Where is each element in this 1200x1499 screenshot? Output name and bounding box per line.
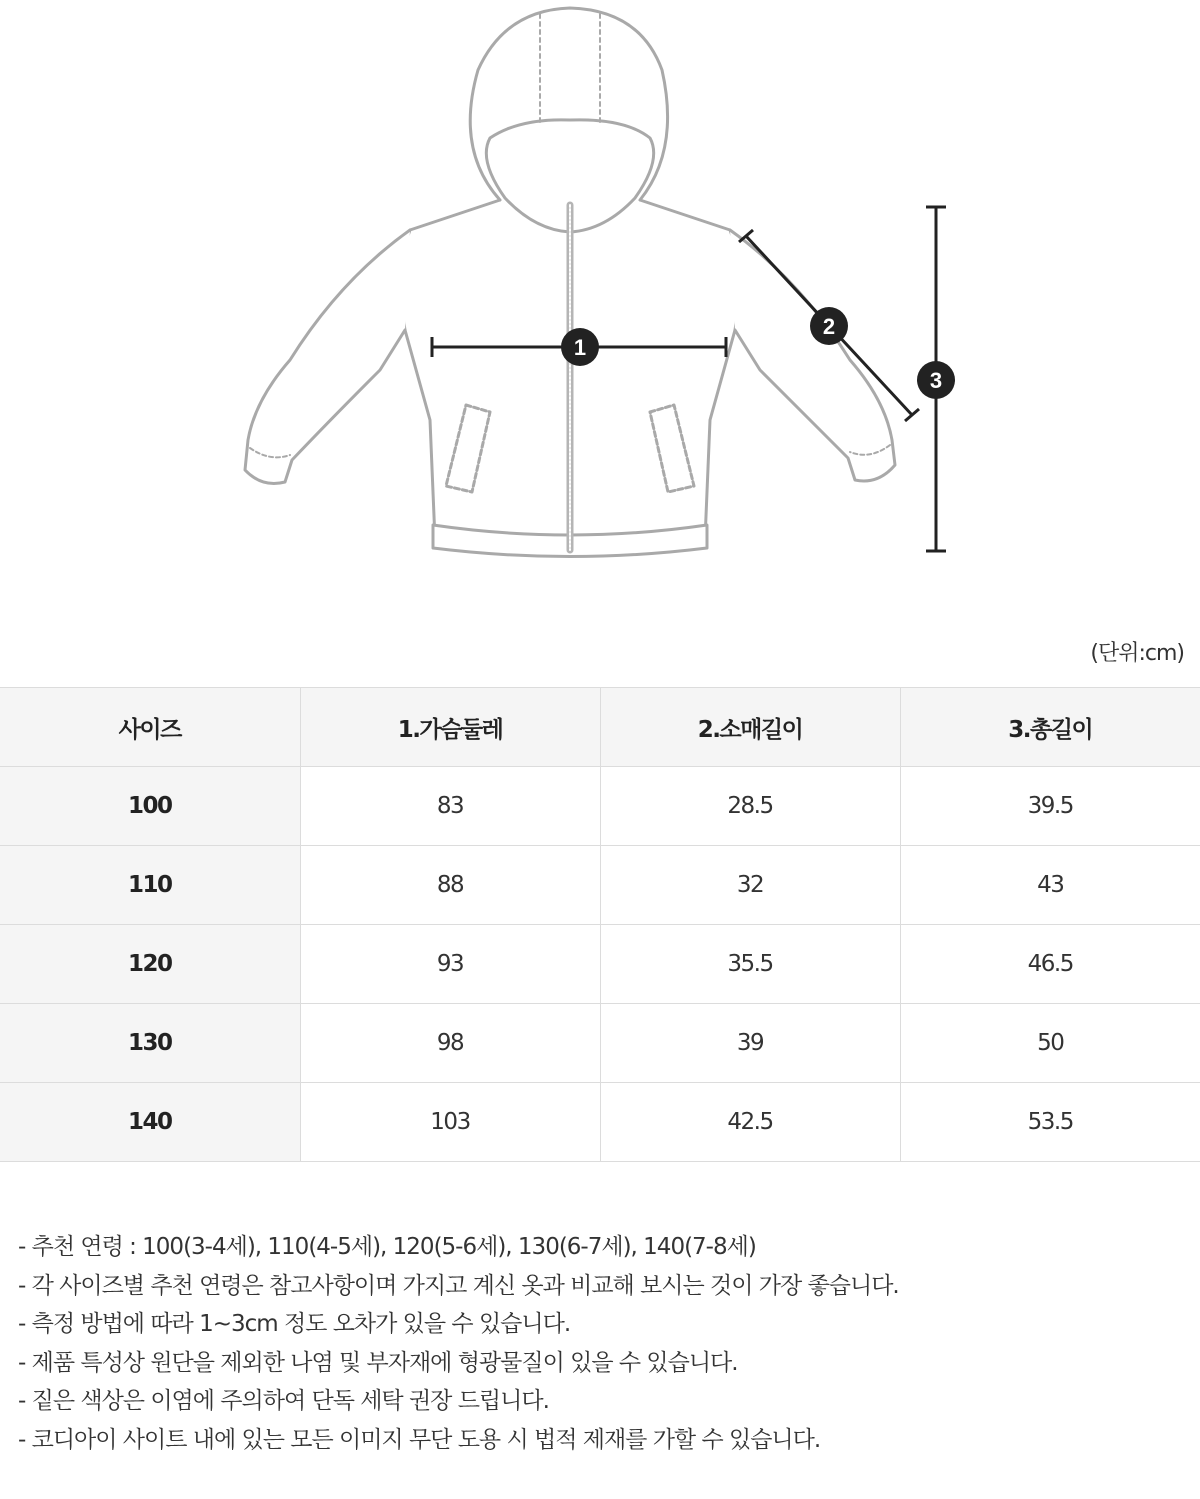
size-cell: 110: [0, 846, 300, 925]
sleeve-cell: 28.5: [600, 767, 900, 846]
header-size: 사이즈: [0, 688, 300, 767]
table-header-row: [0, 688, 1200, 767]
length-cell: 50: [900, 1004, 1200, 1083]
length-cell: 43: [900, 846, 1200, 925]
jacket-measurement-diagram: [0, 0, 1200, 600]
table-row: [0, 1004, 1200, 1083]
hooded-jacket-icon: [245, 8, 895, 557]
header-sleeve: 2.소매길이: [600, 688, 900, 767]
marker-1: [561, 328, 599, 366]
note-item: - 추천 연령 : 100(3-4세), 110(4-5세), 120(5-6세), 130(6-7세), 140(7-8세): [18, 1234, 756, 1260]
table-row: [0, 925, 1200, 1004]
length-cell: 53.5: [900, 1083, 1200, 1162]
marker-2: [810, 307, 848, 345]
marker-3-label: 3: [929, 368, 943, 393]
marker-3: [917, 361, 955, 399]
table-row: [0, 846, 1200, 925]
table-row: [0, 1083, 1200, 1162]
note-item: - 각 사이즈별 추천 연령은 참고사항이며 가지고 계신 옷과 비교해 보시는 것이 가장 좋습니다.: [18, 1272, 899, 1299]
marker-1-label: 1: [573, 335, 587, 360]
size-cell: 140: [0, 1083, 300, 1162]
table-row: [0, 767, 1200, 846]
chest-cell: 98: [300, 1004, 600, 1083]
chest-cell: 93: [300, 925, 600, 1004]
size-cell: 120: [0, 925, 300, 1004]
size-cell: 100: [0, 767, 300, 846]
sleeve-cell: 42.5: [600, 1083, 900, 1162]
chest-cell: 88: [300, 846, 600, 925]
length-cell: 39.5: [900, 767, 1200, 846]
notes-list: [18, 1228, 899, 1459]
note-item: - 코디아이 사이트 내에 있는 모든 이미지 무단 도용 시 법적 제재를 가할 수 있습니다.: [18, 1426, 821, 1453]
length-cell: 46.5: [900, 925, 1200, 1004]
header-length: 3.총길이: [900, 688, 1200, 767]
note-item: - 짙은 색상은 이염에 주의하여 단독 세탁 권장 드립니다.: [18, 1388, 549, 1414]
marker-2-label: 2: [822, 314, 836, 339]
sleeve-cell: 32: [600, 846, 900, 925]
chest-cell: 83: [300, 767, 600, 846]
note-item: - 측정 방법에 따라 1~3cm 정도 오차가 있을 수 있습니다.: [18, 1311, 571, 1337]
size-table: [0, 687, 1200, 1162]
chest-cell: 103: [300, 1083, 600, 1162]
sleeve-cell: 39: [600, 1004, 900, 1083]
sleeve-cell: 35.5: [600, 925, 900, 1004]
header-chest: 1.가슴둘레: [300, 688, 600, 767]
note-item: - 제품 특성상 원단을 제외한 나염 및 부자재에 형광물질이 있을 수 있습니다.: [18, 1349, 738, 1376]
size-cell: 130: [0, 1004, 300, 1083]
unit-label: (단위:cm): [1090, 641, 1184, 666]
